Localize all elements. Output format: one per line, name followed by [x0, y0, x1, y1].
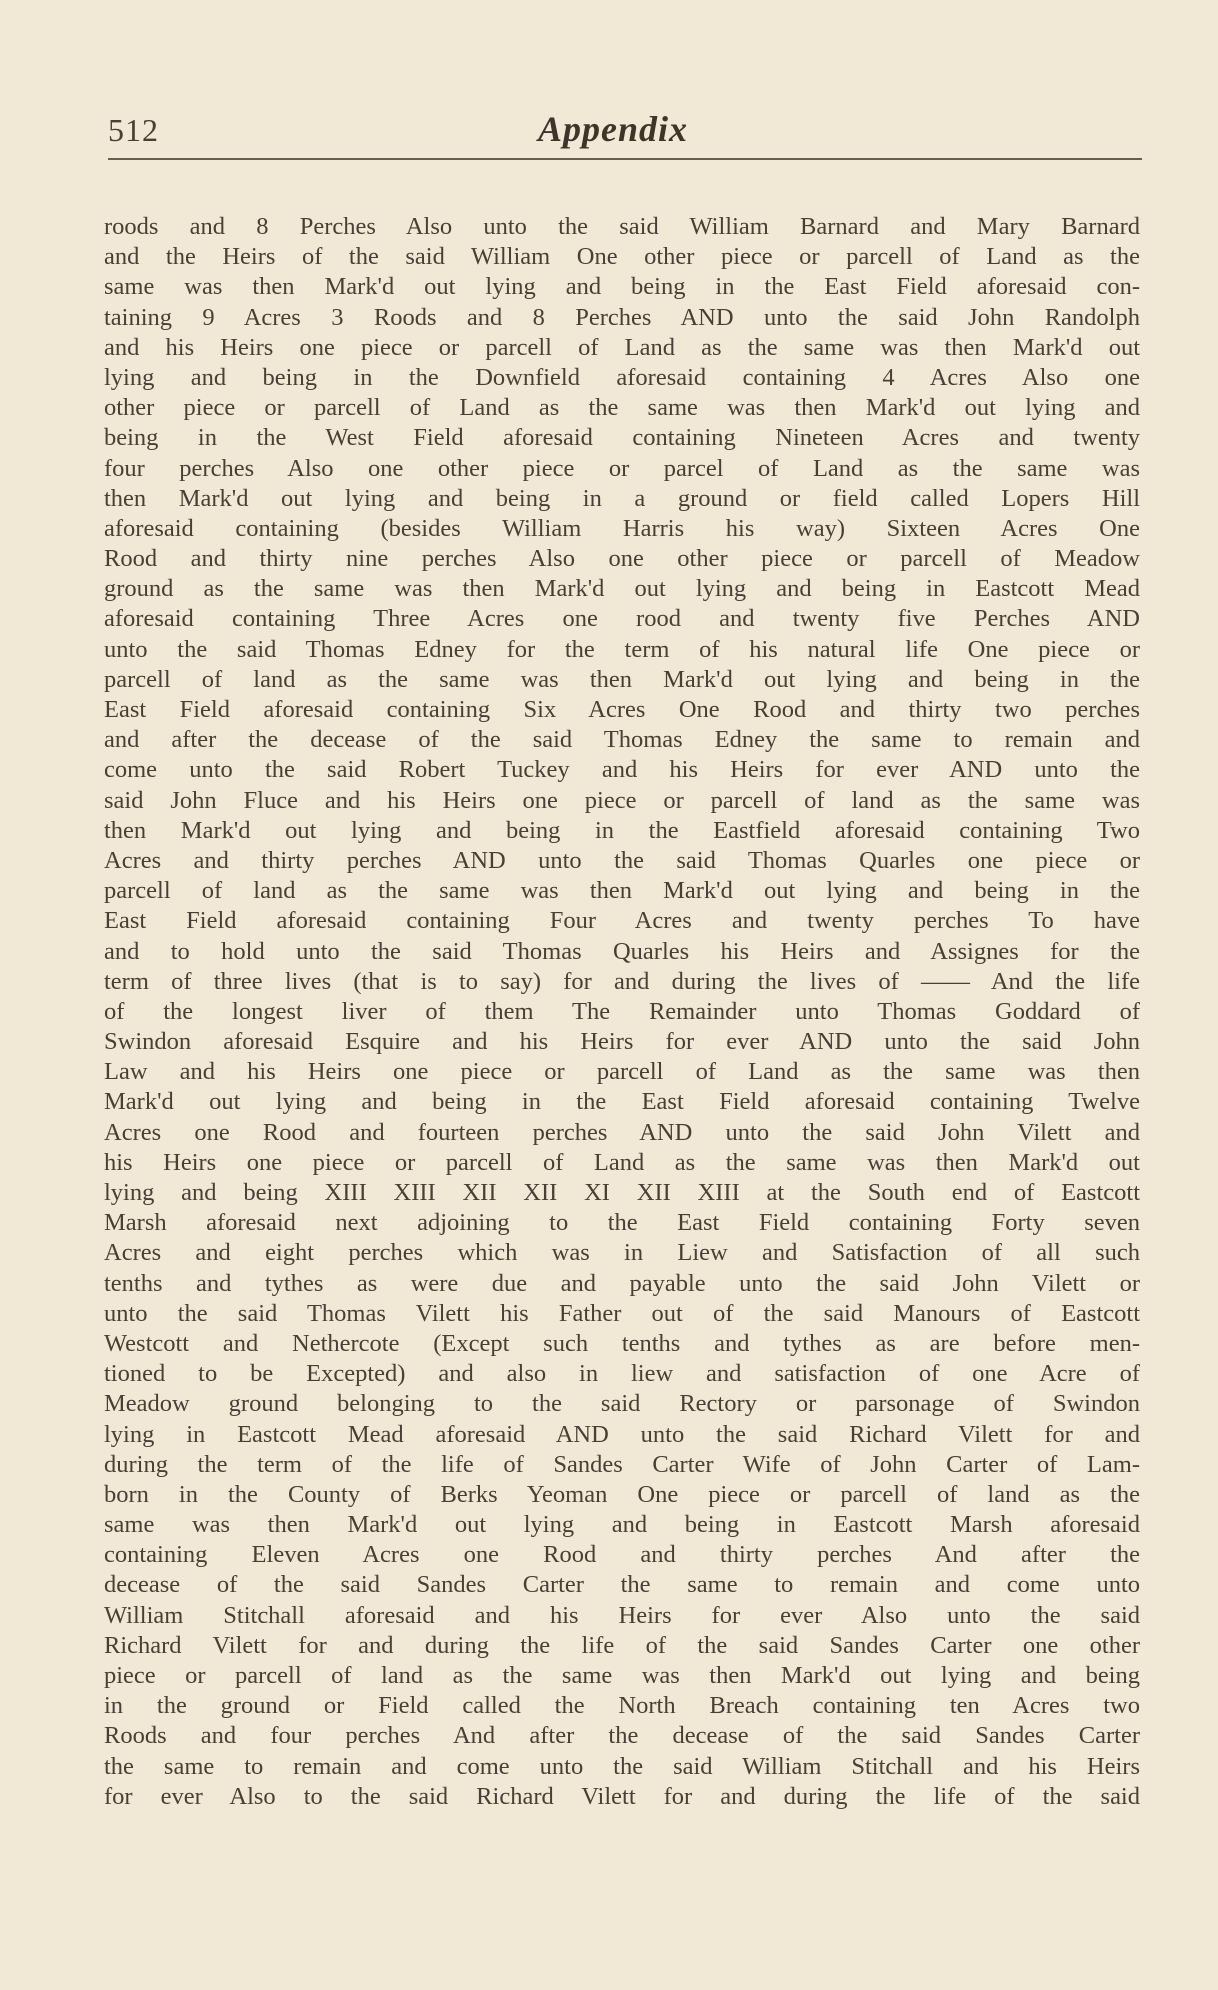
- text-line: and the Heirs of the said William One other piece or parcell of Land as the: [104, 243, 1140, 271]
- text-line: parcell of land as the same was then Mark'd out lying and being in the: [104, 877, 1140, 905]
- text-line: and his Heirs one piece or parcell of Land as the same was then Mark'd out: [104, 333, 1140, 361]
- text-line: East Field aforesaid containing Six Acres One Rood and thirty two perches: [104, 696, 1140, 723]
- text-line: decease of the said Sandes Carter the same to remain and come unto: [104, 1571, 1140, 1599]
- text-line: unto the said Thomas Edney for the term of his natural life One piece or: [104, 635, 1140, 663]
- text-line: aforesaid containing Three Acres one rood and twenty five Perches AND: [104, 605, 1140, 633]
- text-line: lying and being in the Downfield aforesaid containing 4 Acres Also one: [104, 363, 1140, 391]
- text-line: his Heirs one piece or parcell of Land as the same was then Mark'd out: [104, 1148, 1140, 1176]
- text-line: East Field aforesaid containing Four Acres and twenty perches To have: [104, 907, 1140, 935]
- text-line: piece or parcell of land as the same was then Mark'd out lying and being: [104, 1662, 1140, 1689]
- text-line: same was then Mark'd out lying and being in the East Field aforesaid con-: [104, 273, 1140, 301]
- text-line: containing Eleven Acres one Rood and thirty perches And after the: [104, 1541, 1140, 1569]
- text-line: being in the West Field aforesaid containing Nineteen Acres and twenty: [104, 424, 1140, 452]
- text-line: taining 9 Acres 3 Roods and 8 Perches AND unto the said John Randolph: [104, 303, 1140, 331]
- text-line: then Mark'd out lying and being in the Eastfield aforesaid containing Two: [104, 816, 1140, 844]
- text-line: same was then Mark'd out lying and being in Eastcott Marsh aforesaid: [104, 1511, 1140, 1539]
- text-line: Roods and four perches And after the decease of the said Sandes Carter: [104, 1722, 1140, 1750]
- running-head: Appendix: [538, 109, 689, 149]
- text-line: Acres and eight perches which was in Liew and Satisfaction of all such: [104, 1239, 1140, 1267]
- text-line: Richard Vilett for and during the life of the said Sandes Carter one other: [104, 1631, 1140, 1659]
- text-line: during the term of the life of Sandes Carter Wife of John Carter of Lam-: [104, 1450, 1140, 1478]
- text-line: Meadow ground belonging to the said Rectory or parsonage of Swindon: [104, 1390, 1140, 1418]
- text-line: and to hold unto the said Thomas Quarles his Heirs and Assignes for the: [104, 937, 1140, 965]
- text-line: four perches Also one other piece or parcel of Land as the same was: [104, 454, 1140, 482]
- text-line: then Mark'd out lying and being in a ground or field called Lopers Hill: [104, 484, 1140, 512]
- text-line: Acres one Rood and fourteen perches AND unto the said John Vilett and: [104, 1118, 1140, 1146]
- text-line: Acres and thirty perches AND unto the said Thomas Quarles one piece or: [104, 846, 1140, 874]
- text-line: parcell of land as the same was then Mark'd out lying and being in the: [104, 665, 1140, 693]
- text-line: ground as the same was then Mark'd out lying and being in Eastcott Mead: [104, 575, 1140, 603]
- text-line: aforesaid containing (besides William Harris his way) Sixteen Acres One: [104, 514, 1140, 542]
- text-line: Law and his Heirs one piece or parcell of Land as the same was then: [104, 1058, 1140, 1086]
- text-line: said John Fluce and his Heirs one piece or parcell of land as the same was: [104, 786, 1140, 814]
- text-line: in the ground or Field called the North Breach containing ten Acres two: [104, 1692, 1140, 1720]
- text-line: lying and being XIII XIII XII XII XI XII XIII at the South end of Eastcott: [104, 1179, 1140, 1206]
- body-text: [104, 212, 1140, 1812]
- text-line: of the longest liver of them The Remainder unto Thomas Goddard of: [104, 997, 1140, 1025]
- page-number: 512: [108, 112, 159, 148]
- text-line: come unto the said Robert Tuckey and his Heirs for ever AND unto the: [104, 756, 1140, 784]
- text-line: tenths and tythes as were due and payable unto the said John Vilett or: [104, 1269, 1140, 1297]
- text-line: roods and 8 Perches Also unto the said William Barnard and Mary Barnard: [104, 213, 1140, 240]
- text-line: Rood and thirty nine perches Also one other piece or parcell of Meadow: [104, 545, 1140, 573]
- text-line: unto the said Thomas Vilett his Father out of the said Manours of Eastcott: [104, 1299, 1140, 1327]
- text-line: tioned to be Excepted) and also in liew and satisfaction of one Acre of: [104, 1360, 1140, 1388]
- text-line: Swindon aforesaid Esquire and his Heirs for ever AND unto the said John: [104, 1028, 1140, 1056]
- header-rule: [108, 158, 1142, 160]
- text-line: the same to remain and come unto the said William Stitchall and his Heirs: [104, 1752, 1140, 1780]
- text-line: born in the County of Berks Yeoman One piece or parcell of land as the: [104, 1480, 1140, 1508]
- text-line: term of three lives (that is to say) for and during the lives of —— And the life: [104, 967, 1140, 995]
- text-line: William Stitchall aforesaid and his Heirs for ever Also unto the said: [104, 1601, 1140, 1629]
- text-line: for ever Also to the said Richard Vilett for and during the life of the said: [104, 1782, 1140, 1810]
- text-line: Mark'd out lying and being in the East Field aforesaid containing Twelve: [104, 1088, 1140, 1116]
- text-line: and after the decease of the said Thomas Edney the same to remain and: [104, 726, 1140, 754]
- text-line: Marsh aforesaid next adjoining to the East Field containing Forty seven: [104, 1209, 1140, 1237]
- text-line: lying in Eastcott Mead aforesaid AND unto the said Richard Vilett for and: [104, 1420, 1140, 1448]
- text-line: other piece or parcell of Land as the same was then Mark'd out lying and: [104, 394, 1140, 422]
- text-line: Westcott and Nethercote (Except such tenths and tythes as are before men-: [104, 1329, 1140, 1357]
